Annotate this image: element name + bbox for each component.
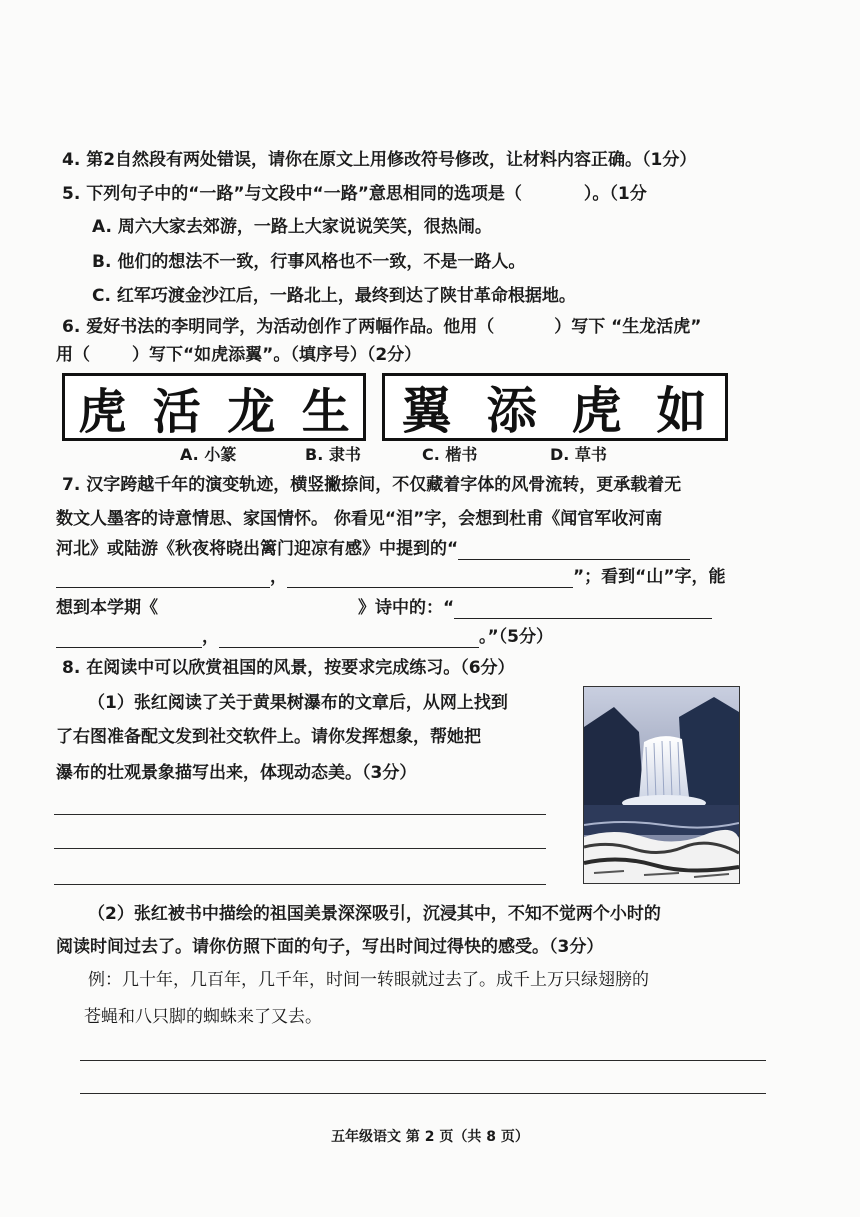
calligraphy-char: 虎 bbox=[571, 381, 624, 440]
calligraphy-char: 添 bbox=[486, 381, 539, 440]
question-5-stem-text: 5. 下列句子中的“一路”与文段中“一路”意思相同的选项是（ bbox=[62, 184, 522, 204]
question-7-line5-text-a: 想到本学期《 bbox=[56, 598, 158, 618]
question-7-line2: 数文人墨客的诗意情思、家国情怀。 你看见“泪”字，会想到杜甫《闻官军收河南 bbox=[56, 509, 663, 529]
question-8-2-line1: （2）张红被书中描绘的祖国美景深深吸引，沉浸其中，不知不觉两个小时的 bbox=[88, 904, 661, 924]
calligraphy-char: 龙 bbox=[227, 383, 276, 440]
question-7-line4 bbox=[56, 566, 726, 588]
question-6-text-d: ）写下“如虎添翼”。（填序号）（2分） bbox=[132, 345, 422, 365]
question-4: 4. 第2自然段有两处错误，请你在原文上用修改符号修改，让材料内容正确。（1分） bbox=[62, 150, 697, 170]
question-5-option-c: C. 红军巧渡金沙江后，一路北上，最终到达了陕甘革命根据地。 bbox=[92, 286, 576, 306]
calligraphy-char: 虎 bbox=[78, 383, 127, 440]
example-line2: 苍蝇和八只脚的蜘蛛来了又去。 bbox=[84, 1007, 322, 1027]
calligraphy-work-2 bbox=[382, 373, 728, 441]
waterfall-image bbox=[583, 686, 740, 884]
question-7-line3 bbox=[56, 538, 690, 560]
answer-blank[interactable] bbox=[56, 569, 270, 588]
question-7-line4-end: ”；看到“山”字，能 bbox=[573, 567, 726, 587]
answer-line[interactable] bbox=[80, 1093, 766, 1094]
answer-blank[interactable] bbox=[458, 541, 690, 560]
question-6-text-c: 用（ bbox=[56, 345, 90, 365]
example-line1: 例：几十年，几百年，几千年，时间一转眼就过去了。成千上万只绿翅膀的 bbox=[88, 970, 649, 990]
question-8-1-line2: 了右图准备配文发到社交软件上。请你发挥想象，帮她把 bbox=[56, 727, 481, 747]
question-6-text-b: ）写下 “生龙活虎” bbox=[554, 317, 702, 337]
answer-blank[interactable] bbox=[56, 629, 202, 648]
question-5-stem bbox=[62, 183, 647, 205]
question-5-stem-end: ）。（1分 bbox=[583, 184, 647, 204]
answer-line[interactable] bbox=[54, 814, 546, 815]
answer-blank-poem[interactable] bbox=[158, 601, 358, 619]
question-7-comma: ， bbox=[270, 567, 287, 587]
answer-blank[interactable] bbox=[454, 600, 712, 619]
answer-line[interactable] bbox=[54, 884, 546, 885]
question-5-option-a: A. 周六大家去郊游，一路上大家说说笑笑，很热闹。 bbox=[92, 217, 492, 237]
calligraphy-char: 如 bbox=[656, 381, 709, 440]
font-option-d: D. 草书 bbox=[550, 445, 607, 464]
font-option-b: B. 隶书 bbox=[305, 445, 361, 464]
waterfall-illustration bbox=[584, 687, 739, 883]
question-7-line1: 7. 汉字跨越千年的演变轨迹，横竖撇捺间，不仅藏着字体的风骨流转，更承载着无 bbox=[62, 475, 682, 495]
calligraphy-char: 翼 bbox=[401, 381, 454, 440]
answer-line[interactable] bbox=[54, 848, 546, 849]
question-8-1-line1: （1）张红阅读了关于黄果树瀑布的文章后，从网上找到 bbox=[88, 693, 508, 713]
answer-blank[interactable] bbox=[287, 569, 573, 588]
question-7-line3-text: 河北》或陆游《秋夜将晓出篱门迎凉有感》中提到的“ bbox=[56, 539, 459, 559]
font-option-a: A. 小篆 bbox=[180, 445, 237, 464]
question-5-option-b: B. 他们的想法不一致，行事风格也不一致，不是一路人。 bbox=[92, 252, 526, 272]
answer-blank[interactable] bbox=[219, 629, 479, 648]
question-6-text-a: 6. 爱好书法的李明同学，为活动创作了两幅作品。他用（ bbox=[62, 317, 495, 337]
question-6-line1 bbox=[62, 316, 701, 338]
question-7-line5 bbox=[56, 597, 712, 619]
question-8-1-line3: 瀑布的壮观景象描写出来，体现动态美。（3分） bbox=[56, 763, 417, 783]
calligraphy-char: 生 bbox=[301, 383, 350, 440]
question-7-line5-text-b: 》诗中的：“ bbox=[358, 598, 455, 618]
question-6-line2 bbox=[56, 344, 421, 366]
calligraphy-char: 活 bbox=[152, 383, 201, 440]
answer-line[interactable] bbox=[80, 1060, 766, 1061]
question-7-comma: ， bbox=[202, 627, 219, 647]
font-option-c: C. 楷书 bbox=[422, 445, 478, 464]
question-7-line6-end: 。”（5分） bbox=[479, 627, 554, 647]
question-7-line6 bbox=[56, 626, 553, 648]
calligraphy-work-1 bbox=[62, 373, 366, 441]
question-8-2-line2: 阅读时间过去了。请你仿照下面的句子，写出时间过得快的感受。（3分） bbox=[56, 937, 604, 957]
question-8-stem: 8. 在阅读中可以欣赏祖国的风景，按要求完成练习。（6分） bbox=[62, 658, 515, 678]
page-footer: 五年级语文 第 2 页（共 8 页） bbox=[331, 1129, 529, 1145]
